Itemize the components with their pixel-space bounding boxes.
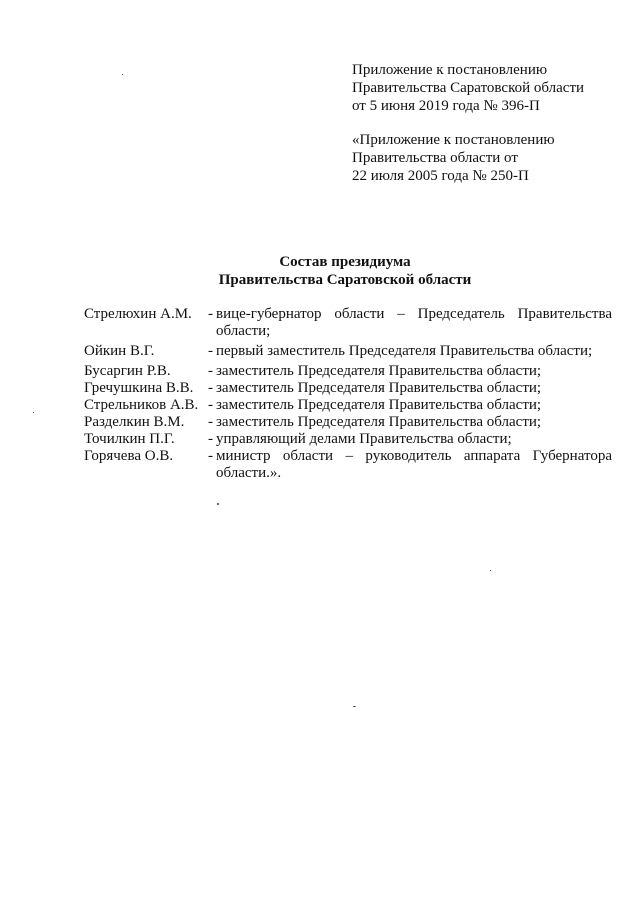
member-name: Бусаргин Р.В. <box>84 363 171 379</box>
previous-attachment-header <box>352 131 555 185</box>
document-title-line: Правительства Саратовской области <box>218 272 472 288</box>
member-dash: - <box>208 431 213 447</box>
member-name: Стрельников А.В. <box>84 397 199 413</box>
member-row <box>84 306 612 340</box>
scan-speck <box>490 570 491 571</box>
member-dash: - <box>208 363 213 379</box>
previous-attachment-line: 22 июля 2005 года № 250-П <box>352 168 529 184</box>
member-row <box>84 363 612 380</box>
scan-speck <box>122 74 123 75</box>
member-dash: - <box>208 397 213 413</box>
member-dash: - <box>208 414 213 430</box>
document-title <box>0 253 640 289</box>
member-dash: - <box>208 448 213 464</box>
member-dash: - <box>208 306 213 322</box>
scan-speck <box>353 706 356 707</box>
member-dash: - <box>208 343 213 359</box>
member-role: первый заместитель Председателя Правительства области; <box>216 343 593 359</box>
member-role: заместитель Председателя Правительства области; <box>216 397 542 413</box>
member-name: Гречушкина В.В. <box>84 380 194 396</box>
member-role: управляющий делами Правительства области; <box>216 431 512 447</box>
member-row <box>84 397 612 414</box>
member-name: Горячева О.В. <box>84 448 174 464</box>
attachment-header <box>352 61 584 115</box>
member-role: министр области – руководитель аппарата Губернатора области.». <box>216 448 612 481</box>
member-name: Разделкин В.М. <box>84 414 185 430</box>
member-dash: - <box>208 380 213 396</box>
member-row <box>84 431 612 448</box>
member-role: заместитель Председателя Правительства области; <box>216 380 542 396</box>
member-row <box>84 414 612 431</box>
member-role: заместитель Председателя Правительства области; <box>216 363 542 379</box>
member-name: Точилкин П.Г. <box>84 431 175 447</box>
attachment-header-line: Приложение к постановлению <box>352 62 548 78</box>
document-title-line: Состав президиума <box>279 254 411 270</box>
member-role: заместитель Председателя Правительства области; <box>216 414 542 430</box>
member-name: Ойкин В.Г. <box>84 343 155 359</box>
member-row <box>84 448 612 482</box>
member-row <box>84 343 612 360</box>
member-role: вице-губернатор области – Председатель Правительства области; <box>216 306 612 339</box>
previous-attachment-line: «Приложение к постановлению <box>352 132 555 148</box>
scan-speck <box>33 412 34 413</box>
attachment-header-line: Правительства Саратовской области <box>352 80 585 96</box>
previous-attachment-line: Правительства области от <box>352 150 518 166</box>
member-name: Стрелюхин А.М. <box>84 306 192 322</box>
member-row <box>84 380 612 397</box>
scan-speck <box>217 503 219 505</box>
presidium-member-list <box>84 306 612 482</box>
attachment-header-line: от 5 июня 2019 года № 396-П <box>352 98 540 114</box>
